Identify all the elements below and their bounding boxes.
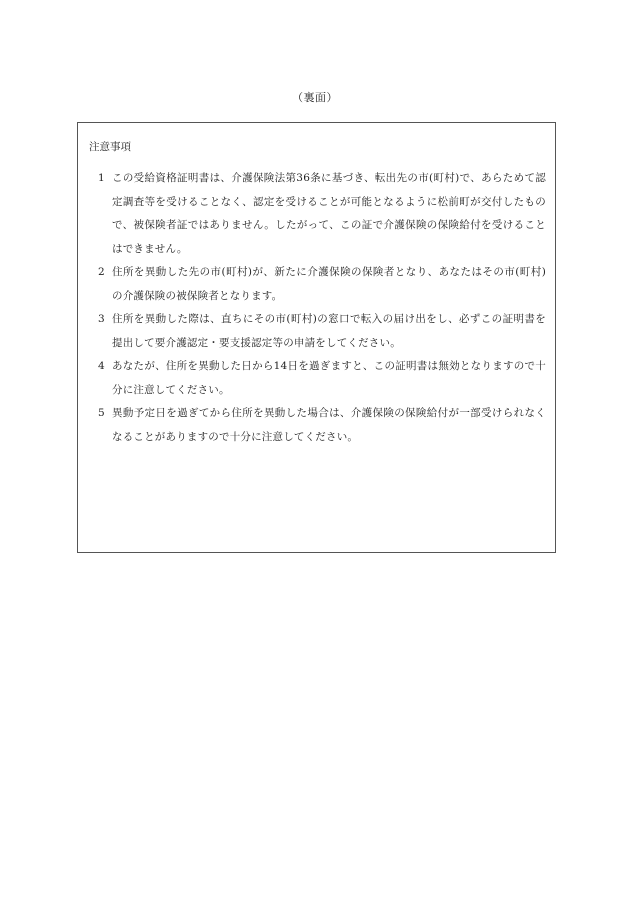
notice-item-text: あなたが、住所を異動した日から14日を過ぎますと、この証明書は無効となりますので十分に注意してください。 [112,360,546,396]
notice-item-number: 1 [98,172,105,184]
notice-item-text: この受給資格証明書は、介護保険法第36条に基づき、転出先の市(町村)で、あらためて認定調査等を受けることなく、認定を受けることが可能となるように松前町が交付したもので、被保険者証ではありません。したがって、この証で介護保険の保険給付を受けることはできません。 [112,172,546,255]
notice-item-number: 5 [98,407,105,419]
notice-list [98,167,546,449]
page-heading: （裏面） [292,91,338,104]
notice-item-text: 住所を異動した先の市(町村)が、新たに介護保険の保険者となり、あなたはその市(町村)の介護保険の被保険者となります。 [112,266,546,302]
notice-box [77,122,556,553]
notice-item-5 [98,402,546,449]
notice-title: 注意事項 [89,141,131,153]
notice-item-text: 異動予定日を過ぎてから住所を異動した場合は、介護保険の保険給付が一部受けられなくなることがありますので十分に注意してください。 [112,407,546,443]
notice-item-text: 住所を異動した際は、直ちにその市(町村)の窓口で転入の届け出をし、必ずこの証明書を提出して要介護認定・要支援認定等の申請をしてください。 [112,313,546,349]
notice-item-number: 2 [98,266,105,278]
notice-item-number: 4 [98,360,105,372]
notice-item-2 [98,261,546,308]
notice-item-number: 3 [98,313,105,325]
notice-item-4 [98,355,546,402]
notice-item-3 [98,308,546,355]
notice-item-1 [98,167,546,261]
